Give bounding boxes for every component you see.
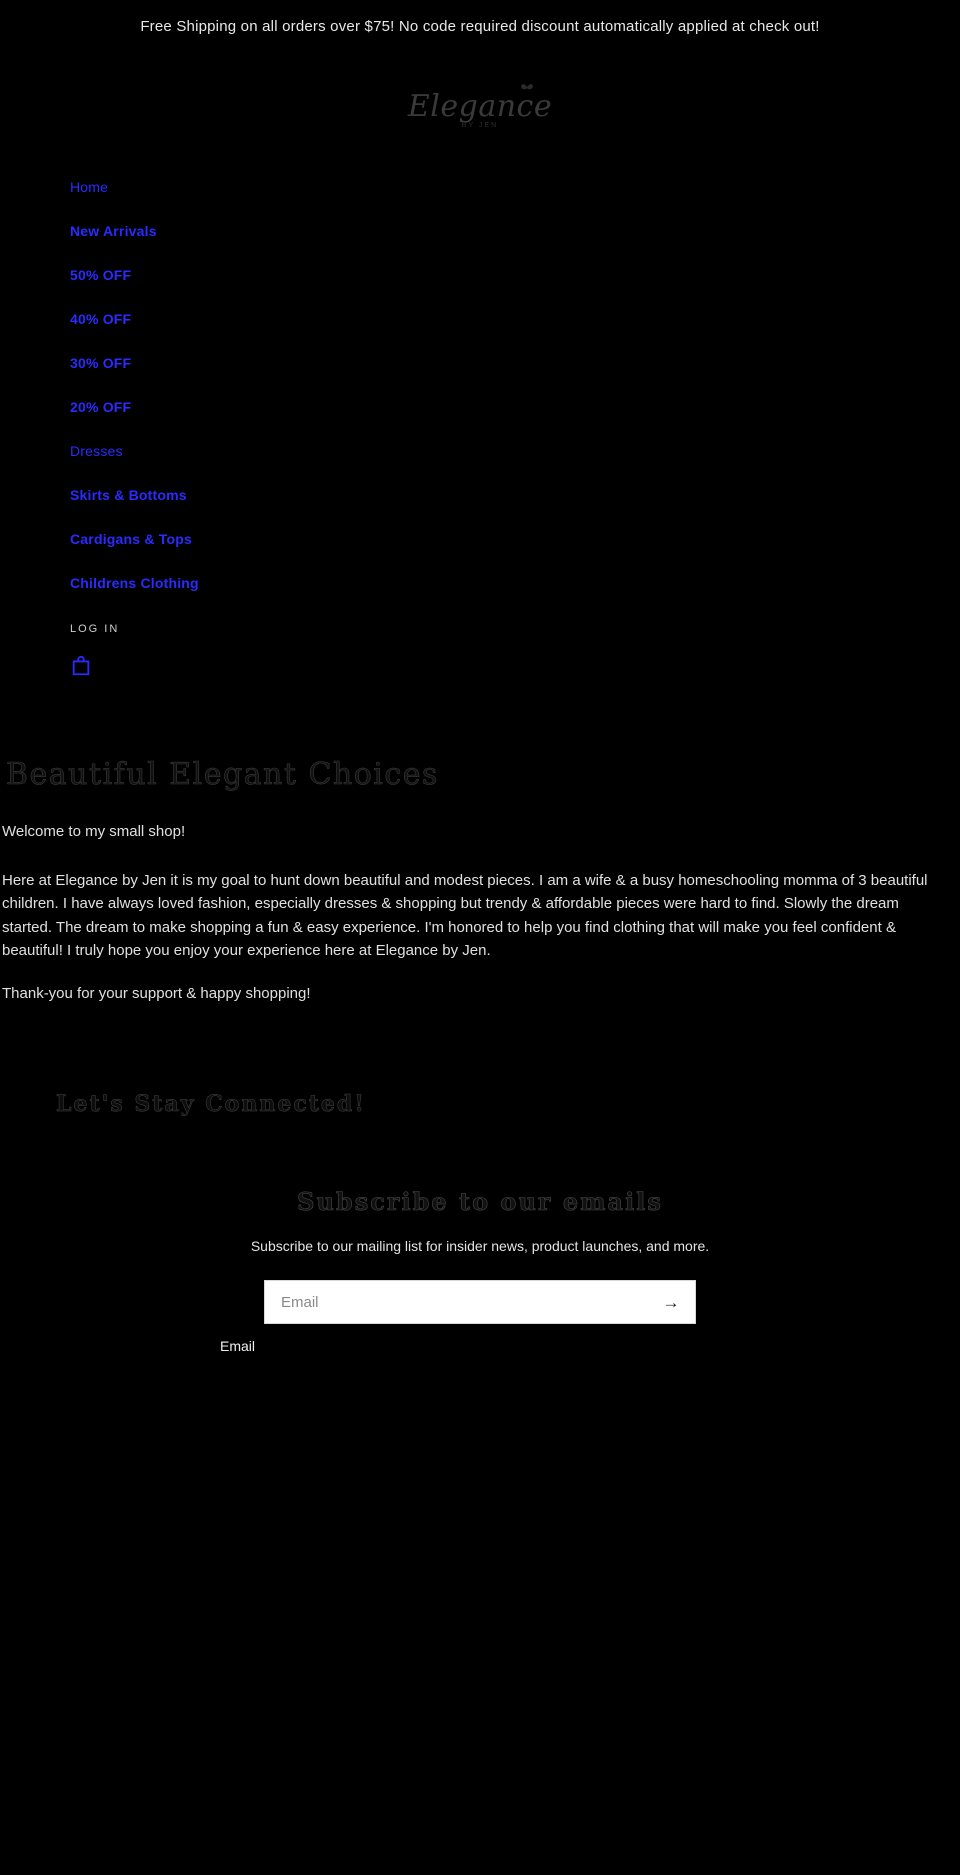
site-logo[interactable] — [407, 78, 553, 136]
logo-wordmark: Elegance — [407, 88, 553, 124]
nav-item-dresses[interactable]: Dresses — [70, 442, 123, 459]
follow-section — [0, 1025, 960, 1117]
intro-welcome: Welcome to my small shop! — [2, 822, 186, 840]
follow-title: Let's Stay Connected! — [56, 1091, 366, 1118]
intro-thanks: Thank-you for your support & happy shopping! — [2, 985, 311, 1002]
email-field-label: Email — [220, 1338, 256, 1355]
email-input-group — [264, 1280, 696, 1324]
email-input[interactable] — [265, 1281, 647, 1323]
intro-section — [0, 677, 960, 1006]
page-title: Beautiful Elegant Choices — [6, 756, 439, 792]
announcement-bar — [0, 0, 960, 48]
newsletter-subtitle: Subscribe to our mailing list for insider news, product launches, and more. — [250, 1238, 710, 1255]
cart-button[interactable] — [70, 655, 960, 677]
newsletter-submit-button[interactable] — [647, 1281, 695, 1323]
arrow-right-icon: → — [662, 1292, 680, 1312]
nav-item-40-off[interactable]: 40% OFF — [70, 310, 132, 327]
main-navigation[interactable] — [0, 155, 960, 605]
nav-item-50-off[interactable]: 50% OFF — [70, 266, 132, 283]
utility-navigation — [0, 605, 960, 641]
nav-item-childrens-clothing[interactable]: Childrens Clothing — [70, 574, 199, 591]
logo-tagline: BY JEN — [461, 121, 499, 129]
nav-item-cardigans-tops[interactable]: Cardigans & Tops — [70, 530, 192, 547]
shopping-bag-icon — [70, 655, 92, 677]
site-header — [0, 48, 960, 155]
nav-item-new-arrivals[interactable]: New Arrivals — [70, 222, 157, 239]
account-login-link[interactable]: LOG IN — [70, 622, 120, 635]
newsletter-form — [0, 1280, 960, 1324]
bow-icon — [518, 78, 536, 96]
cart-row — [0, 641, 960, 677]
intro-body: Here at Elegance by Jen it is my goal to hunt down beautiful and modest pieces. I am a wife & a busy homeschooling momma of 3 beautiful children. I have always loved fashion, especially dresses & shopping but trendy & affordable pieces were hard to find. Slowly the dream started. The dream to make shopping a fun & easy experience. I'm honored to help you find clothing that will make you feel confident & beautiful! I truly hope you enjoy your experience here at Elegance by Jen. — [2, 872, 928, 959]
newsletter-section — [0, 1117, 960, 1354]
nav-item-30-off[interactable]: 30% OFF — [70, 354, 132, 371]
nav-item-20-off[interactable]: 20% OFF — [70, 398, 132, 415]
announcement-text: Free Shipping on all orders over $75! No code required discount automatically applied at check out! — [140, 18, 820, 35]
nav-item-skirts-bottoms[interactable]: Skirts & Bottoms — [70, 486, 187, 503]
nav-item-home[interactable]: Home — [70, 178, 109, 195]
newsletter-title: Subscribe to our emails — [297, 1187, 663, 1217]
